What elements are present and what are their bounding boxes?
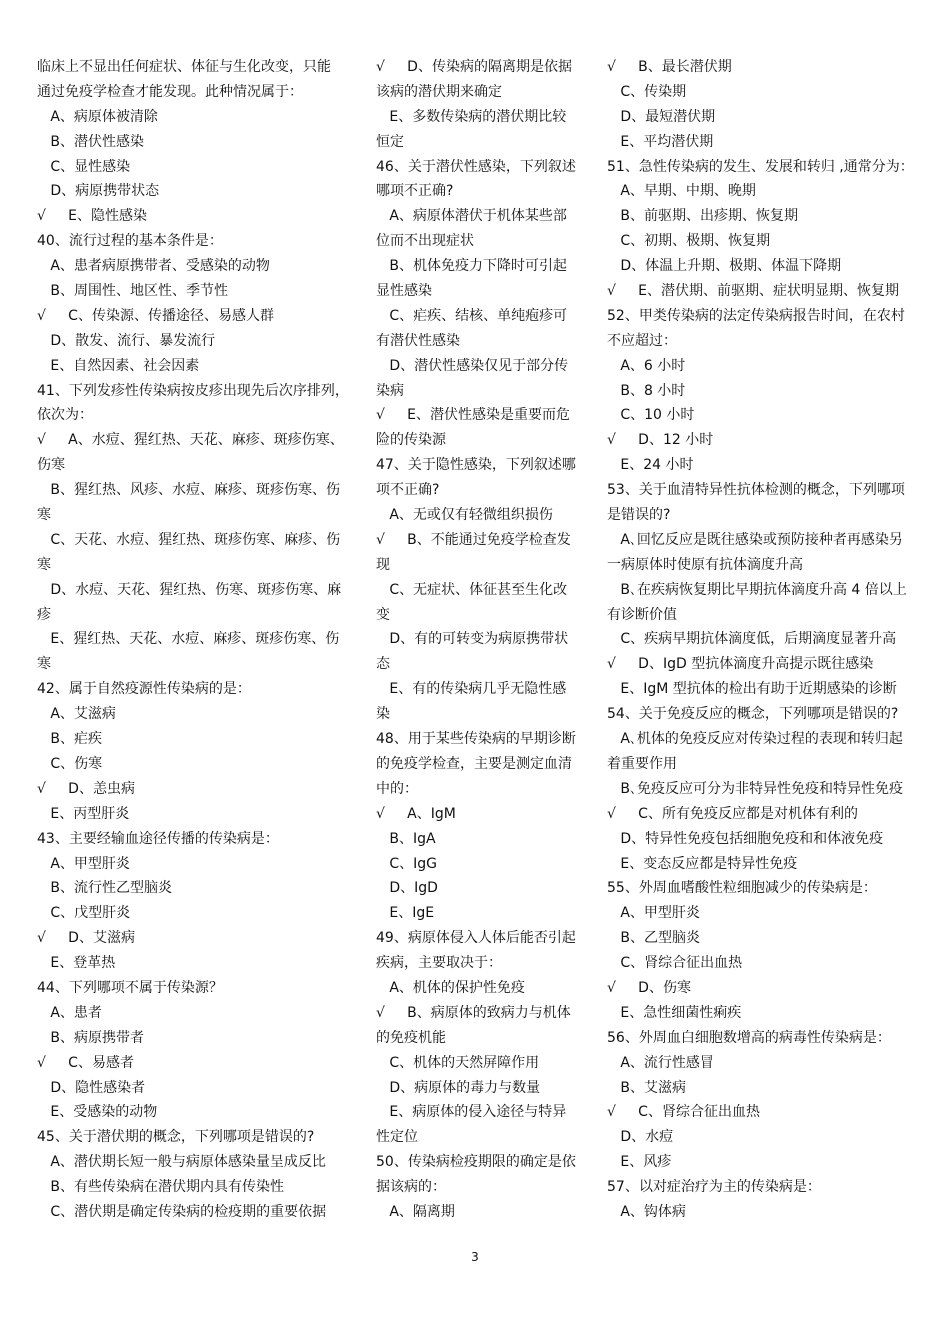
- text-line: 险的传染源: [376, 432, 446, 449]
- text-line: √ B、不能通过免疫学检查发: [376, 531, 571, 548]
- text-line: √ A、IgM: [376, 805, 456, 822]
- text-line: A、病原体潜伏于机体某些部: [376, 208, 567, 225]
- text-line: 寒: [37, 656, 51, 673]
- text-line: E、平均潜伏期: [607, 133, 714, 150]
- text-line: B、流行性乙型脑炎: [37, 880, 172, 897]
- text-line: 伤寒: [37, 457, 65, 474]
- text-line: E、猩红热、天花、水痘、麻疹、斑疹伤寒、伤: [37, 631, 340, 648]
- text-line: C、天花、水痘、猩红热、斑疹伤寒、麻疹、伤: [37, 531, 341, 548]
- text-line: E、多数传染病的潜伏期比较: [376, 108, 567, 125]
- text-line: D、病原体的毒力与数量: [376, 1079, 541, 1096]
- text-line: 45、关于潜伏期的概念，下列哪项是错误的?: [37, 1129, 315, 1146]
- text-line: A、潜伏期长短一般与病原体感染量呈成反比: [37, 1154, 326, 1171]
- text-line: C、肾综合征出血热: [607, 955, 743, 972]
- text-line: 显性感染: [376, 283, 432, 300]
- text-line: 51、急性传染病的发生、发展和转归 ,通常分为：: [607, 158, 914, 175]
- text-line: B、疟疾: [37, 731, 102, 748]
- text-line: B、8 小时: [607, 382, 686, 399]
- text-line: √ D、IgD 型抗体滴度升高提示既往感染: [607, 656, 874, 673]
- text-line: C、显性感染: [37, 158, 131, 175]
- text-line: C、初期、极期、恢复期: [607, 233, 771, 250]
- text-line: √ C、所有免疫反应都是对机体有利的: [607, 805, 858, 822]
- text-line: C、传染期: [607, 83, 687, 100]
- text-line: 40、流行过程的基本条件是：: [37, 233, 223, 250]
- text-line: 42、属于自然疫源性传染病的是：: [37, 681, 251, 698]
- text-column-middle: [376, 55, 581, 1225]
- text-line: √ D、12 小时: [607, 432, 714, 449]
- text-line: E、急性细菌性痢疾: [607, 1004, 742, 1021]
- text-line: √ C、传染源、传播途径、易感人群: [37, 307, 274, 324]
- text-line: 一病原体时使原有抗体滴度升高: [607, 556, 803, 573]
- text-line: 有潜伏性感染: [376, 332, 460, 349]
- text-line: C、IgG: [376, 855, 437, 872]
- text-line: C、疟疾、结核、单纯疱疹可: [376, 307, 568, 324]
- text-column-right: [607, 55, 919, 1225]
- text-line: √ D、艾滋病: [37, 930, 135, 947]
- text-line: B、艾滋病: [607, 1079, 686, 1096]
- text-line: D、散发、流行、暴发流行: [37, 332, 216, 349]
- text-line: C、伤寒: [37, 755, 103, 772]
- text-line: A､机体的免疫反应对传染过程的表现和转归起: [607, 731, 903, 748]
- text-line: 53、关于血清特异性抗体检测的概念，下列哪项: [607, 482, 905, 499]
- text-line: B、IgA: [376, 830, 436, 847]
- text-line: B、病原携带者: [37, 1029, 144, 1046]
- text-line: B、周围性、地区性、季节性: [37, 283, 228, 300]
- text-line: D、病原携带状态: [37, 183, 160, 200]
- text-line: E、登革热: [37, 955, 116, 972]
- text-line: A、隔离期: [376, 1203, 455, 1220]
- text-line: E、自然因素、社会因素: [37, 357, 200, 374]
- text-line: A、早期、中期、晚期: [607, 183, 756, 200]
- text-line: D、特异性免疫包括细胞免疫和和体液免疫: [607, 830, 884, 847]
- text-line: D、水痘、天花、猩红热、伤寒、斑疹伤寒、麻: [37, 581, 342, 598]
- text-line: 态: [376, 656, 390, 673]
- text-line: 有诊断价值: [607, 606, 677, 623]
- text-line: √ E、隐性感染: [37, 208, 148, 225]
- text-line: √ D、恙虫病: [37, 780, 135, 797]
- text-line: 是错误的?: [607, 507, 671, 524]
- text-line: B、乙型脑炎: [607, 930, 700, 947]
- text-line: 项不正确?: [376, 482, 440, 499]
- text-line: D、体温上升期、极期、体温下降期: [607, 258, 842, 275]
- text-line: A、艾滋病: [37, 706, 116, 723]
- text-line: C、机体的天然屏障作用: [376, 1054, 540, 1071]
- text-line: 寒: [37, 556, 51, 573]
- text-line: A、无或仅有轻微组织损伤: [376, 507, 553, 524]
- text-line: 56、外周血白细胞数增高的病毒性传染病是：: [607, 1029, 891, 1046]
- text-line: 中的：: [376, 780, 418, 797]
- text-line: 临床上不显出任何症状、体征与生化改变，只能: [37, 59, 331, 75]
- text-line: 该病的潜伏期来确定: [376, 83, 502, 100]
- text-line: A、病原体被清除: [37, 108, 158, 125]
- text-line: E、风疹: [607, 1154, 672, 1171]
- text-line: B､免疫反应可分为非特异性免疫和特异性免疫: [607, 780, 903, 797]
- text-line: 寒: [37, 507, 51, 524]
- text-line: 43、主要经输血途径传播的传染病是：: [37, 830, 279, 847]
- text-line: 55、外周血嗜酸性粒细胞减少的传染病是：: [607, 880, 877, 897]
- text-line: √ B、病原体的致病力与机体: [376, 1004, 571, 1021]
- text-line: √ B、最长潜伏期: [607, 59, 732, 75]
- text-line: √ A、水痘、猩红热、天花、麻疹、斑疹伤寒、: [37, 432, 344, 449]
- text-line: E、丙型肝炎: [37, 805, 130, 822]
- text-line: A、患者: [37, 1004, 102, 1021]
- text-line: 52、甲类传染病的法定传染病报告时间，在农村: [607, 307, 905, 324]
- text-line: B､在疾病恢复期比早期抗体滴度升高 4 倍以上: [607, 581, 907, 598]
- text-line: C、疾病早期抗体滴度低，后期滴度显著升高: [607, 631, 897, 648]
- text-line: 变: [376, 606, 390, 623]
- text-line: 现: [376, 556, 390, 573]
- text-line: E、有的传染病几乎无隐性感: [376, 681, 567, 698]
- text-line: 44、下列哪项不属于传染源？: [37, 979, 223, 996]
- text-line: √ C、肾综合征出血热: [607, 1104, 760, 1121]
- text-line: 的免疫学检查，主要是测定血清: [376, 755, 572, 772]
- text-line: 41、下列发疹性传染病按皮疹出现先后次序排列，: [37, 382, 349, 399]
- text-line: A、钩体病: [607, 1203, 686, 1220]
- text-line: B、潜伏性感染: [37, 133, 144, 150]
- text-line: √ E、潜伏性感染是重要而危: [376, 407, 571, 424]
- text-line: 50、传染病检疫期限的确定是依: [376, 1154, 576, 1171]
- text-line: D、隐性感染者: [37, 1079, 146, 1096]
- text-line: E、24 小时: [607, 457, 694, 474]
- text-line: C、潜伏期是确定传染病的检疫期的重要依据: [37, 1203, 327, 1220]
- text-line: B、猩红热、风疹、水痘、麻疹、斑疹伤寒、伤: [37, 482, 340, 499]
- text-line: C、10 小时: [607, 407, 695, 424]
- text-line: E、IgM 型抗体的检出有助于近期感染的诊断: [607, 681, 897, 698]
- text-line: 不应超过：: [607, 332, 677, 349]
- text-line: 疹: [37, 606, 51, 623]
- text-line: C、无症状、体征甚至生化改: [376, 581, 568, 598]
- text-line: A、甲型肝炎: [37, 855, 130, 872]
- text-line: 着重要作用: [607, 755, 677, 772]
- text-line: D、潜伏性感染仅见于部分传: [376, 357, 569, 374]
- text-line: D、最短潜伏期: [607, 108, 716, 125]
- text-line: A、甲型肝炎: [607, 905, 700, 922]
- text-line: 据该病的：: [376, 1179, 446, 1196]
- text-line: 54、关于免疫反应的概念，下列哪项是错误的?: [607, 706, 899, 723]
- text-line: √ C、易感者: [37, 1054, 134, 1071]
- text-line: 57、以对症治疗为主的传染病是：: [607, 1179, 821, 1196]
- page-number: 3: [471, 1250, 479, 1264]
- text-line: E、变态反应都是特异性免疫: [607, 855, 798, 872]
- text-line: 恒定: [376, 133, 404, 150]
- text-line: √ D、伤寒: [607, 979, 691, 996]
- text-line: D、IgD: [376, 880, 438, 897]
- text-column-left: [37, 55, 355, 1225]
- text-line: 46、关于潜伏性感染，下列叙述: [376, 158, 576, 175]
- text-line: B、有些传染病在潜伏期内具有传染性: [37, 1179, 284, 1196]
- text-line: 通过免疫学检查才能发现。此种情况属于：: [37, 83, 303, 100]
- text-line: 性定位: [376, 1129, 418, 1146]
- text-line: 48、用于某些传染病的早期诊断: [376, 731, 576, 748]
- text-line: C、戊型肝炎: [37, 905, 131, 922]
- text-line: A、患者病原携带者、受感染的动物: [37, 258, 270, 275]
- text-line: A、流行性感冒: [607, 1054, 714, 1071]
- text-line: 染病: [376, 382, 404, 399]
- text-line: 位而不出现症状: [376, 233, 474, 250]
- text-line: E、病原体的侵入途径与特异: [376, 1104, 567, 1121]
- text-line: A､回忆反应是既往感染或预防接种者再感染另: [607, 531, 903, 548]
- text-line: √ D、传染病的隔离期是依据: [376, 59, 572, 75]
- text-line: E、受感染的动物: [37, 1104, 158, 1121]
- text-line: 染: [376, 706, 390, 723]
- text-line: √ E、潜伏期、前驱期、症状明显期、恢复期: [607, 283, 900, 300]
- text-line: E、IgE: [376, 905, 435, 922]
- text-line: 的免疫机能: [376, 1029, 446, 1046]
- text-line: A、6 小时: [607, 357, 686, 374]
- text-line: A、机体的保护性免疫: [376, 979, 525, 996]
- text-line: 依次为：: [37, 407, 93, 424]
- text-line: D、水痘: [607, 1129, 674, 1146]
- text-line: B、前驱期、出疹期、恢复期: [607, 208, 798, 225]
- text-line: 47、关于隐性感染，下列叙述哪: [376, 457, 576, 474]
- text-line: 哪项不正确?: [376, 183, 454, 200]
- text-line: D、有的可转变为病原携带状: [376, 631, 569, 648]
- text-line: 49、病原体侵入人体后能否引起: [376, 930, 576, 947]
- text-line: B、机体免疫力下降时可引起: [376, 258, 567, 275]
- text-line: 疾病，主要取决于：: [376, 955, 502, 972]
